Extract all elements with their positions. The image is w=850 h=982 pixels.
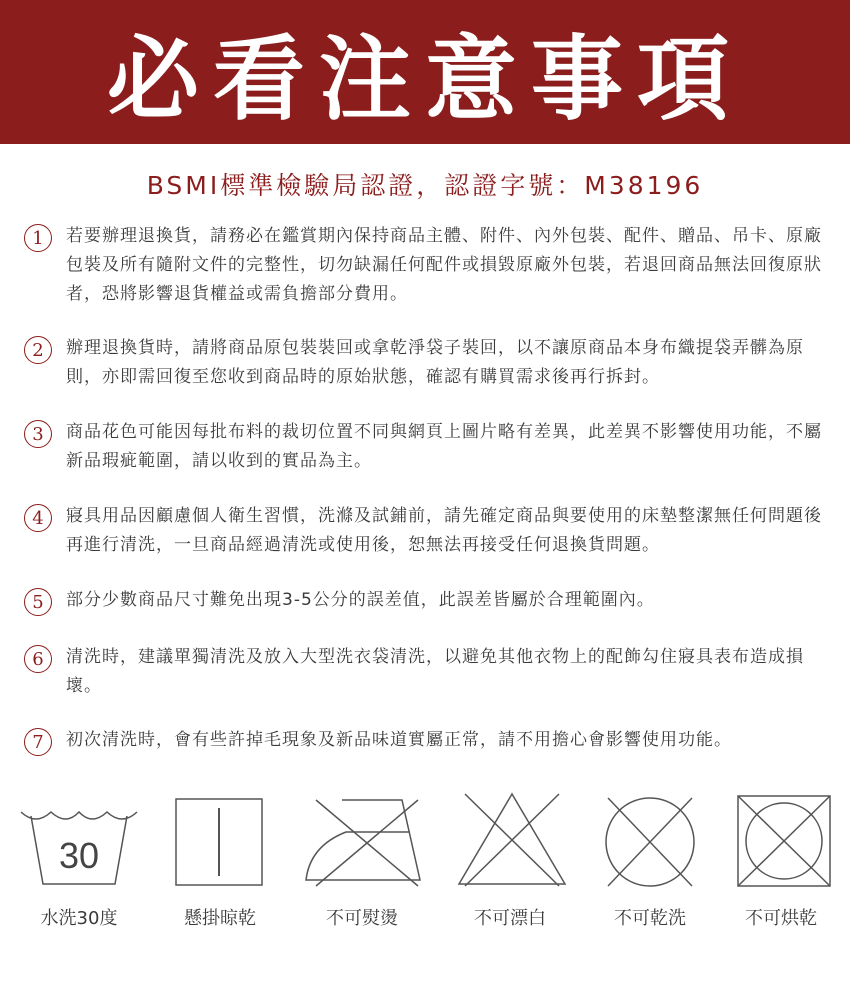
no-dry-clean-icon bbox=[600, 794, 700, 890]
note-text: 清洗時，建議單獨清洗及放入大型洗衣袋清洗，以避免其他衣物上的配飾勾住寢具表布造成損壞。 bbox=[66, 647, 804, 696]
care-label-wash: 水洗30度 bbox=[40, 908, 118, 929]
hang-dry-icon bbox=[175, 798, 265, 888]
note-item bbox=[24, 334, 822, 392]
wash-temp-label: 30 bbox=[58, 835, 100, 876]
note-item bbox=[24, 418, 822, 476]
care-label-no-dry-clean: 不可乾洗 bbox=[614, 908, 686, 929]
note-number: 1 bbox=[24, 224, 52, 252]
note-text: 商品花色可能因每批布料的裁切位置不同與網頁上圖片略有差異，此差異不影響使用功能，不屬新品瑕疵範圍，請以收到的實品為主。 bbox=[66, 422, 822, 471]
care-label-hang-dry: 懸掛晾乾 bbox=[184, 908, 256, 929]
care-label-no-iron: 不可熨燙 bbox=[326, 908, 398, 929]
note-number: 6 bbox=[24, 645, 52, 673]
note-number: 3 bbox=[24, 420, 52, 448]
care-label-no-tumble-dry: 不可烘乾 bbox=[745, 908, 817, 929]
no-bleach-icon bbox=[455, 790, 569, 890]
care-label-no-bleach: 不可漂白 bbox=[474, 908, 546, 929]
wash-30-icon bbox=[17, 792, 141, 892]
page-title: 必看注意事項 bbox=[106, 25, 743, 133]
no-tumble-dry-icon bbox=[734, 794, 834, 890]
header-banner bbox=[0, 0, 850, 144]
note-item bbox=[24, 502, 822, 560]
note-number: 5 bbox=[24, 588, 52, 616]
no-iron-icon bbox=[302, 792, 424, 892]
note-number: 2 bbox=[24, 336, 52, 364]
note-number: 7 bbox=[24, 728, 52, 756]
note-number: 4 bbox=[24, 504, 52, 532]
note-text: 若要辦理退換貨，請務必在鑑賞期內保持商品主體、附件、內外包裝、配件、贈品、吊卡、原廠包裝及所有隨附文件的完整性，切勿缺漏任何配件或損毀原廠外包裝，若退回商品無法回復原狀者，恐將影響退貨權益或需負擔部分費用。 bbox=[66, 226, 822, 304]
note-text: 初次清洗時，會有些許掉毛現象及新品味道實屬正常，請不用擔心會影響使用功能。 bbox=[66, 730, 732, 750]
note-text: 辦理退換貨時，請將商品原包裝裝回或拿乾淨袋子裝回，以不讓原商品本身布織提袋弄髒為原則，亦即需回復至您收到商品時的原始狀態，確認有購買需求後再行拆封。 bbox=[66, 338, 804, 387]
note-text: 寢具用品因顧慮個人衛生習慣，洗滌及試鋪前，請先確定商品與要使用的床墊整潔無任何問題後再進行清洗，一旦商品經過清洗或使用後，恕無法再接受任何退換貨問題。 bbox=[66, 506, 822, 555]
note-text: 部分少數商品尺寸難免出現3-5公分的誤差值，此誤差皆屬於合理範圍內。 bbox=[66, 590, 655, 610]
certification-subtitle: BSMI標準檢驗局認證，認證字號：M38196 bbox=[146, 171, 704, 200]
note-item bbox=[24, 643, 822, 701]
note-item bbox=[24, 586, 822, 616]
note-item bbox=[24, 222, 822, 309]
note-item bbox=[24, 726, 822, 756]
